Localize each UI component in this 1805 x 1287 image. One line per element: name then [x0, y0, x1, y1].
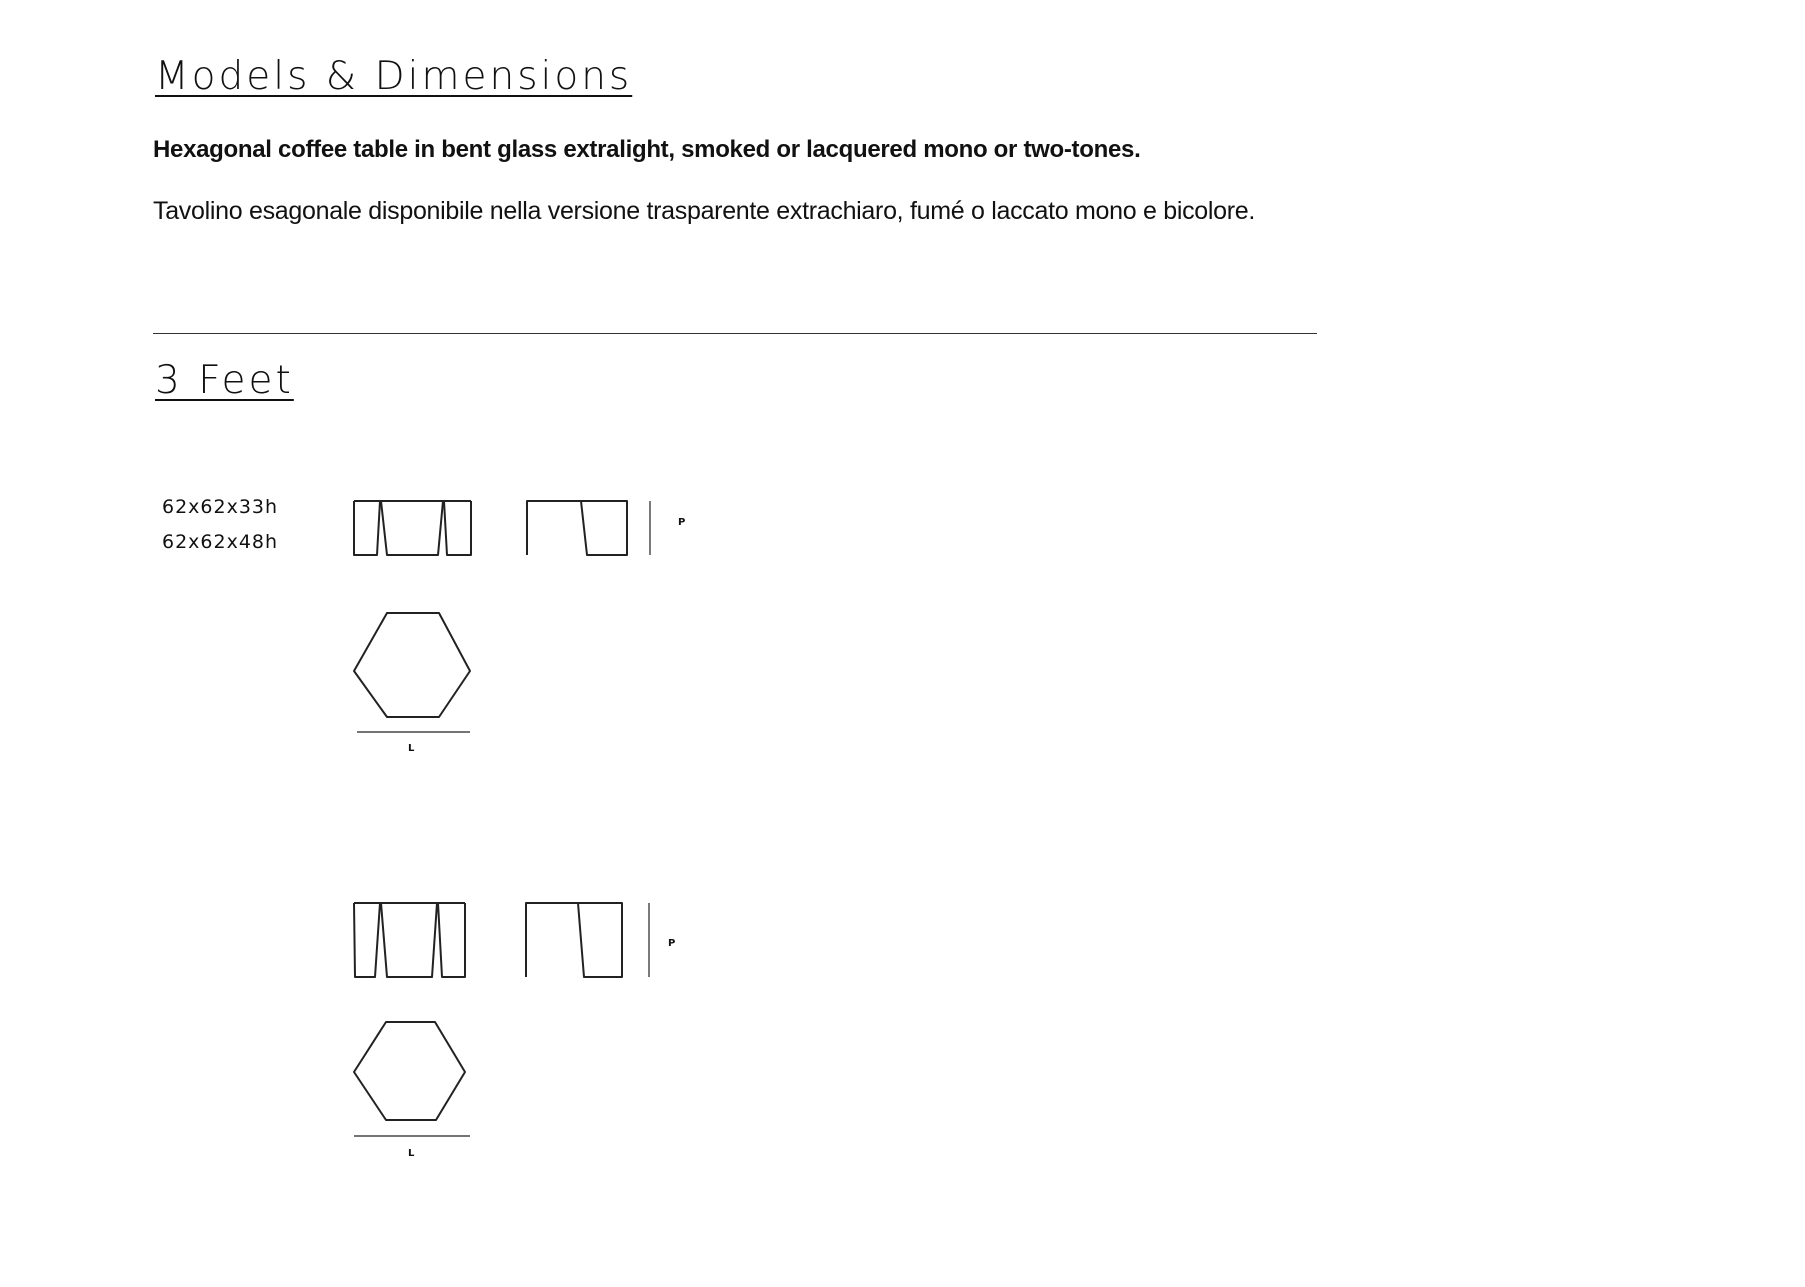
top-view-drawing — [354, 1022, 470, 1159]
dimension-item: 62x62x33h — [162, 496, 279, 518]
dimension-item: 62x62x48h — [162, 531, 279, 553]
front-view-drawing — [354, 903, 465, 977]
subsection-title: 3 Feet — [155, 358, 294, 403]
depth-label: P — [678, 517, 686, 528]
description-italian: Tavolino esagonale disponibile nella versione trasparente extrachiaro, fumé o laccato mono e bicolore. — [153, 197, 1256, 225]
width-label: L — [408, 1148, 415, 1159]
description-english: Hexagonal coffee table in bent glass extralight, smoked or lacquered mono or two-tones. — [153, 136, 1141, 163]
side-view-drawing — [526, 903, 675, 977]
depth-label: P — [668, 938, 676, 949]
page-title: Models & Dimensions — [155, 54, 633, 99]
width-label: L — [408, 743, 415, 754]
